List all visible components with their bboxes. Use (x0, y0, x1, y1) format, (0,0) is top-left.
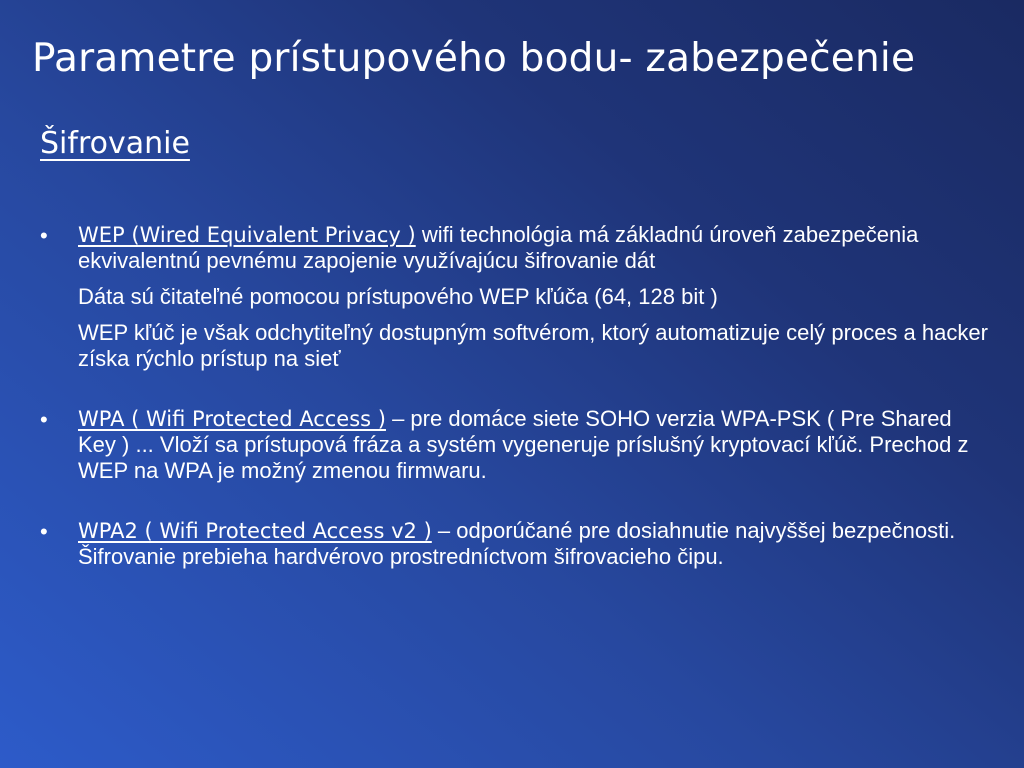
bullet-text: – odporúčané pre dosiahnutie najvyššej bezpečnosti. Šifrovanie prebieha hardvérovo prostredníctvom šifrovacieho čipu. (78, 518, 956, 569)
bullet-wep (40, 222, 995, 372)
bullet-paragraph (78, 222, 995, 274)
bullet-text: – pre domáce siete SOHO verzia WPA-PSK ( Pre Shared Key ) ... Vloží sa prístupová fráza a systém vygeneruje príslušný kryptovací kľúč. Prechod z WEP na WPA je možný zmenou firmwaru. (78, 406, 969, 483)
bullet-paragraph (78, 518, 995, 570)
bullet-extra-paragraph: WEP kľúč je však odchytiteľný dostupným softvérom, ktorý automatizuje celý proces a hacker získa rýchlo prístup na sieť (78, 320, 988, 371)
term-wpa: WPA ( Wifi Protected Access ) (78, 407, 386, 431)
bullet-paragraph (78, 406, 995, 484)
bullet-marker: • (40, 519, 48, 544)
term-wep: WEP (Wired Equivalent Privacy ) (78, 223, 416, 247)
term-wpa2: WPA2 ( Wifi Protected Access v2 ) (78, 519, 432, 543)
bullet-marker: • (40, 223, 48, 248)
bullet-list (40, 222, 995, 604)
bullet-wpa2 (40, 518, 995, 570)
slide-subtitle: Šifrovanie (40, 126, 190, 161)
bullet-text: wifi technológia má základnú úroveň zabezpečenia ekvivalentnú pevnému zapojenie využívajúcu šifrovanie dát (78, 222, 919, 273)
slide-title: Parametre prístupového bodu- zabezpečenie (32, 36, 916, 81)
bullet-marker: • (40, 407, 48, 432)
bullet-wpa (40, 406, 995, 484)
bullet-extra-paragraph: Dáta sú čitateľné pomocou prístupového WEP kľúča (64, 128 bit ) (78, 284, 718, 309)
